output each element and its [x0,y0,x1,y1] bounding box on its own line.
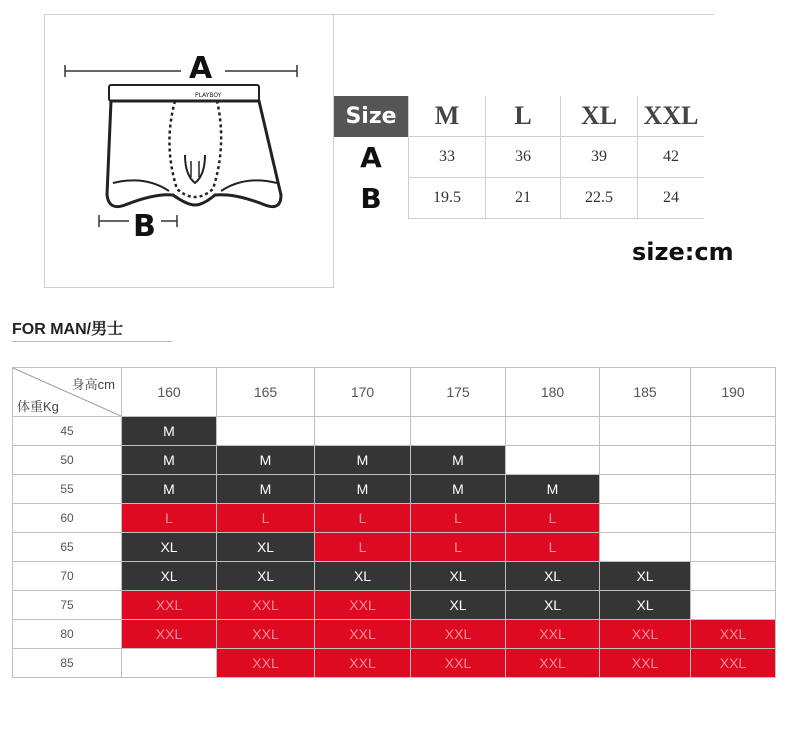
size-cell: XL [506,591,600,620]
size-cell [411,417,506,446]
height-column-header: 180 [506,368,600,417]
size-cell: XXL [217,620,315,649]
height-column-header: 170 [315,368,411,417]
size-cell: L [315,504,411,533]
value-cell: 39 [561,137,638,178]
size-cell: XXL [506,649,600,678]
table-row [13,562,776,591]
weight-axis-label: 体重Kg [17,399,59,414]
weight-row-header: 75 [13,591,122,620]
height-column-header: 165 [217,368,315,417]
row-label-b: B [360,181,382,215]
size-cell: L [506,533,600,562]
size-cell: M [122,446,217,475]
weight-row-header: 85 [13,649,122,678]
size-cell [600,504,691,533]
value-cell: 19.5 [409,178,486,219]
table-row [13,533,776,562]
weight-row-header: 50 [13,446,122,475]
size-cell: M [506,475,600,504]
size-cell [600,533,691,562]
size-cell: XXL [122,620,217,649]
dimension-label-a: A [189,51,213,86]
size-cell [691,475,776,504]
size-cell: XL [506,562,600,591]
height-axis-label: 身高cm [71,377,115,392]
size-chart-body [13,417,776,678]
value-cell: 22.5 [561,178,638,219]
size-cell [122,649,217,678]
size-cell: XL [122,562,217,591]
size-cell [691,591,776,620]
height-column-header: 190 [691,368,776,417]
size-cell [506,446,600,475]
dimension-label-b: B [133,209,156,244]
weight-row-header: 45 [13,417,122,446]
size-column-m: M [409,96,486,137]
size-cell: L [122,504,217,533]
size-cell: XXL [411,620,506,649]
weight-row-header: 65 [13,533,122,562]
size-cell: XL [122,533,217,562]
row-label-a: A [360,140,382,174]
size-cell: XXL [600,649,691,678]
size-cell: L [217,504,315,533]
value-cell: 33 [409,137,486,178]
size-cell: XL [600,591,691,620]
chart-header-row [13,368,776,417]
size-cell: XXL [600,620,691,649]
size-cell: M [122,417,217,446]
weight-row-header: 55 [13,475,122,504]
size-cell: M [217,475,315,504]
size-cell: XL [217,533,315,562]
size-cell: XXL [122,591,217,620]
size-cell [691,562,776,591]
table-row [13,649,776,678]
table-row [334,137,704,178]
size-cell: L [411,533,506,562]
garment-illustration [44,14,334,288]
height-column-header: 160 [122,368,217,417]
size-column-xl: XL [561,96,638,137]
weight-row-header: 60 [13,504,122,533]
size-cell: XXL [315,620,411,649]
size-cell: XL [315,562,411,591]
size-cell: XXL [315,591,411,620]
size-cell: XXL [411,649,506,678]
size-cell [691,504,776,533]
table-row [13,504,776,533]
size-cell [691,533,776,562]
section-underline [12,341,172,342]
table-row [13,620,776,649]
size-cell: L [506,504,600,533]
size-cell: XXL [217,649,315,678]
section-title: FOR MAN/男士 [12,321,124,338]
size-cell: M [315,475,411,504]
size-cell: XXL [217,591,315,620]
size-cell: M [315,446,411,475]
size-cell [600,417,691,446]
size-cell: M [411,475,506,504]
table-header-row [334,96,704,137]
size-cell: M [217,446,315,475]
size-cell [691,417,776,446]
measurement-table [334,96,704,219]
table-row [334,178,704,219]
size-cell: XL [217,562,315,591]
size-cell: M [411,446,506,475]
unit-label: size:cm [632,238,734,266]
size-cell [691,446,776,475]
size-header: Size [334,96,409,137]
weight-row-header: 70 [13,562,122,591]
table-row [13,417,776,446]
table-row [13,446,776,475]
height-column-header: 185 [600,368,691,417]
value-cell: 42 [638,137,705,178]
size-column-xxl: XXL [638,96,705,137]
size-cell: XL [600,562,691,591]
size-cell [217,417,315,446]
size-cell: XXL [691,620,776,649]
table-row [13,591,776,620]
chart-corner [13,368,122,417]
size-cell: XL [411,591,506,620]
size-cell: XXL [691,649,776,678]
height-column-header: 175 [411,368,506,417]
size-column-l: L [486,96,561,137]
value-cell: 36 [486,137,561,178]
size-cell [600,446,691,475]
size-cell [506,417,600,446]
weight-row-header: 80 [13,620,122,649]
size-cell: M [122,475,217,504]
size-cell [315,417,411,446]
value-cell: 24 [638,178,705,219]
size-cell: XXL [506,620,600,649]
size-cell [600,475,691,504]
value-cell: 21 [486,178,561,219]
size-cell: L [315,533,411,562]
size-chart [12,367,776,678]
size-cell: XL [411,562,506,591]
size-cell: L [411,504,506,533]
size-cell: XXL [315,649,411,678]
waistband-brand-text: PLAYBOY [195,92,222,99]
table-row [13,475,776,504]
divider [334,14,714,15]
